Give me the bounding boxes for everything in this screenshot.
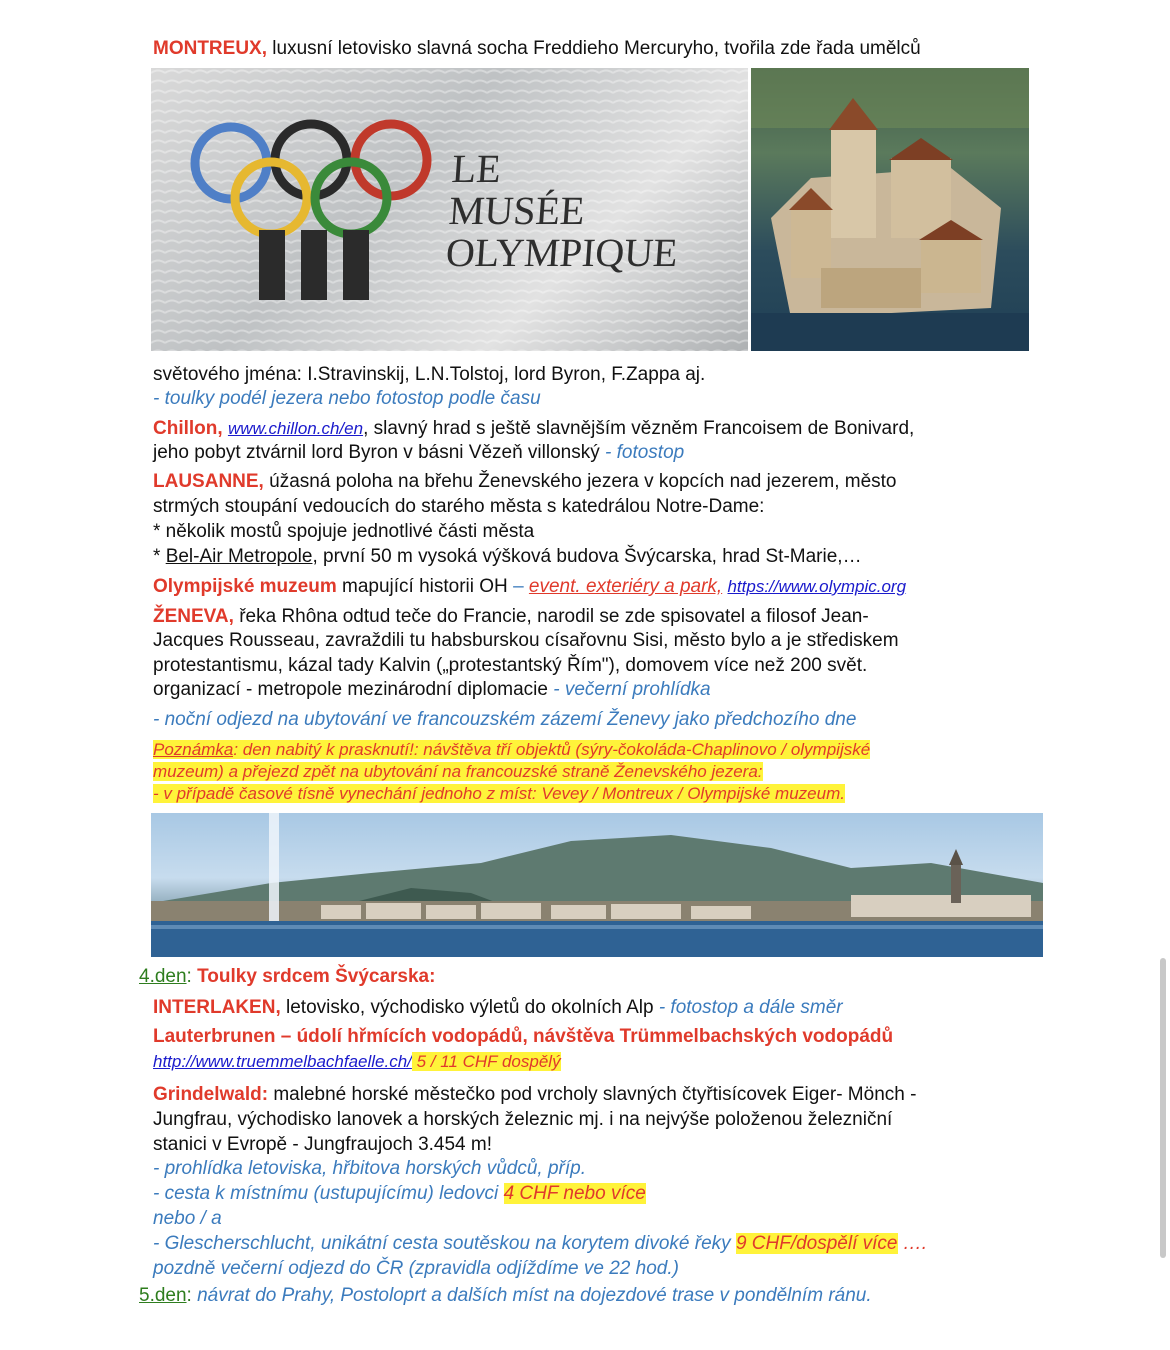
trummelbach-link[interactable]: http://www.truemmelbachfaelle.ch/ <box>153 1052 412 1071</box>
museum-sign-line2: MUSÉE <box>447 188 587 233</box>
interlaken-line <box>153 996 843 1020</box>
olympic-text: mapující historii OH <box>336 576 514 597</box>
museum-sign-line3: OLYMPIQUE <box>444 230 680 275</box>
day4-label: 4.den <box>139 966 187 987</box>
day4-title: Toulky srdcem Švýcarska: <box>191 966 436 987</box>
geneva-text-4: organizací - metropole mezinárodní diplomacie <box>153 679 548 700</box>
lausanne-bullet-2 <box>153 545 862 569</box>
day5-text: návrat do Prahy, Postoloprt a dalších míst na dojezdové trase v pondělním ránu. <box>191 1285 872 1306</box>
note-text-1: : den nabitý k prasknutí!: návštěva tří objektů (sýry-čokoláda-Chaplinovo / olympijské <box>233 740 871 759</box>
olympic-museum-image <box>151 68 748 351</box>
olympic-title: Olympijské muzeum <box>153 576 337 597</box>
geneva-line <box>153 605 869 629</box>
geneva-text-1: řeka Rhôna odtud teče do Francie, narodil se zde spisovatel a filosof Jean- <box>233 606 869 627</box>
olympic-line <box>153 575 906 599</box>
geneva-panorama-image <box>151 813 1043 957</box>
note-label: Poznámka <box>153 740 234 759</box>
montreux-text: luxusní letovisko slavná socha Freddieho Mercuryho, tvořila zde řada umělců <box>267 38 921 59</box>
option-4-text: - Glescherschlucht, unikátní cesta soutěskou na korytem divoké řeky <box>153 1233 736 1254</box>
grindelwald-text-3: stanici v Evropě - Jungfraujoch 3.454 m! <box>153 1134 493 1155</box>
grindelwald-line <box>153 1083 916 1107</box>
interlaken-text: letovisko, východisko výletů do okolních Alp <box>280 997 654 1018</box>
lausanne-title: LAUSANNE, <box>153 471 264 492</box>
olympic-dash: – <box>513 576 529 597</box>
olympic-link[interactable]: https://www.olympic.org <box>727 577 907 596</box>
geneva-tip: - večerní prohlídka <box>547 679 711 700</box>
bel-air-link[interactable]: Bel-Air Metropole <box>165 546 313 567</box>
bullet-2-text: , první 50 m vysoká výšková budova Švýcarska, hrad St-Marie,… <box>312 546 862 567</box>
lausanne-line <box>153 470 897 494</box>
lausanne-text: úžasná poloha na břehu Ženevského jezera v kopcích nad jezerem, město <box>263 471 897 492</box>
chillon-title: Chillon, <box>153 418 223 439</box>
castle-icon <box>751 68 1029 351</box>
note-line-3 <box>153 783 845 805</box>
museum-sign-line1: LE <box>450 146 503 191</box>
day5-colon: : <box>186 1285 192 1306</box>
montreux-tip: - toulky podél jezera nebo fotostop podle času <box>153 388 541 409</box>
chillon-line <box>153 417 914 441</box>
vertical-scrollbar[interactable] <box>1160 958 1166 1258</box>
montreux-line <box>153 37 921 61</box>
montreux-title: MONTREUX, <box>153 38 267 59</box>
option-4-tail: …. <box>897 1233 928 1254</box>
option-2-text: - cesta k místnímu (ustupujícímu) ledovci <box>153 1183 504 1204</box>
geneva-title: ŽENEVA, <box>153 606 234 627</box>
trummelbach-line <box>153 1050 561 1074</box>
grindelwald-option-2 <box>153 1182 646 1206</box>
grindelwald-title: Grindelwald: <box>153 1084 269 1105</box>
montreux-text-continued: světového jména: I.Stravinskij, L.N.Tolstoj, lord Byron, F.Zappa aj. <box>153 364 706 385</box>
chillon-text-2: jeho pobyt ztvárnil lord Byron v básni Vězeň villonský <box>153 442 600 463</box>
option-2-price: 4 CHF nebo více <box>503 1183 646 1204</box>
option-4-price: 9 CHF/dospělí více <box>735 1233 898 1254</box>
day4-heading <box>139 965 435 989</box>
interlaken-tip: - fotostop a dále směr <box>653 997 843 1018</box>
museum-sign-text <box>445 148 685 274</box>
note-line-1 <box>153 739 870 761</box>
day5-label: 5.den <box>139 1285 187 1306</box>
bullet-prefix: * <box>153 546 166 567</box>
chillon-line-2 <box>153 441 684 465</box>
grindelwald-option-1: - prohlídka letoviska, hřbitova horských vůdců, příp. <box>153 1158 586 1179</box>
departure-note: pozdně večerní odjezd do ČR (zpravidla odjíždíme ve 22 hod.) <box>153 1258 679 1279</box>
grindelwald-text-2: Jungfrau, východisko lanovek a horských železnic mj. i na nejvýše položenou železniční <box>153 1109 893 1130</box>
chillon-castle-image <box>751 68 1029 351</box>
panorama-icon <box>151 813 1043 957</box>
geneva-line-4 <box>153 678 711 702</box>
olympic-tip: event. exteriéry a park, <box>528 576 723 597</box>
trummelbach-price: 5 / 11 CHF dospělý <box>411 1052 561 1071</box>
chillon-tip: - fotostop <box>599 442 685 463</box>
day5-line <box>139 1284 872 1308</box>
chillon-link[interactable]: www.chillon.ch/en <box>227 419 364 438</box>
geneva-text-2: Jacques Rousseau, zavraždili tu habsburskou císařovnu Sisi, město bylo a je střediskem <box>153 630 899 651</box>
day4-colon: : <box>186 966 192 987</box>
note-text-3: - v případě časové tísně vynechání jednoho z míst: Vevey / Montreux / Olympijské muzeum. <box>153 784 845 803</box>
note-line-2 <box>153 761 763 783</box>
grindelwald-text-1: malebné horské městečko pod vrcholy slavných čtyřtisícovek Eiger- Mönch - <box>268 1084 917 1105</box>
geneva-tip-2: - noční odjezd na ubytování ve francouzském zázemí Ženevy jako předchozího dne <box>153 709 857 730</box>
chillon-text: , slavný hrad s ještě slavnějším vězněm Francoisem de Bonivard, <box>363 418 915 439</box>
geneva-text-3: protestantismu, kázal tady Kalvin („protestantský Řím"), domovem více než 200 svět. <box>153 655 868 676</box>
grindelwald-option-3: nebo / a <box>153 1208 222 1229</box>
interlaken-title: INTERLAKEN, <box>153 997 281 1018</box>
note-text-2: muzeum) a přejezd zpět na ubytování na francouzské straně Ženevského jezera: <box>153 762 763 781</box>
lauterbrunnen-title: Lauterbrunen – údolí hřmících vodopádů, návštěva Trümmelbachských vodopádů <box>153 1026 894 1047</box>
grindelwald-option-4 <box>153 1232 927 1256</box>
lausanne-bullet-1: * několik mostů spojuje jednotlivé části města <box>153 521 535 542</box>
lausanne-text-2: strmých stoupání vedoucích do starého města s katedrálou Notre-Dame: <box>153 496 765 517</box>
